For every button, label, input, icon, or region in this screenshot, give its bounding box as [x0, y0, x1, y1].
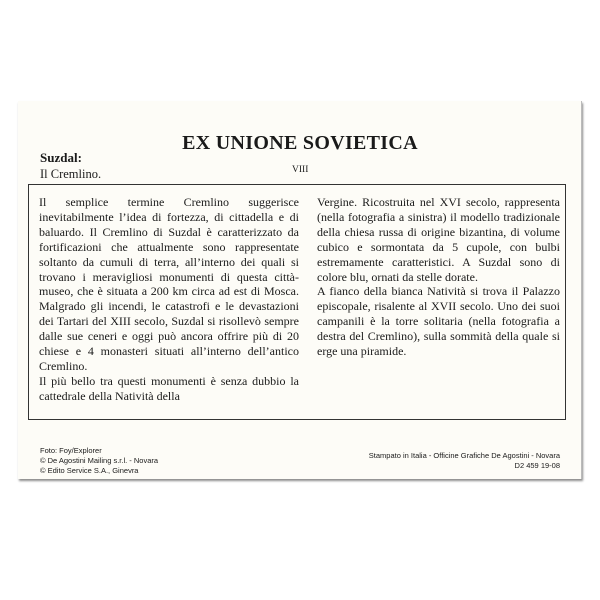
printer-info — [369, 451, 560, 471]
paragraph: Il semplice termine Cremlino suggerisce inevitabilmente l’idea di fortezza, di cittadella e di baluardo. Il Cremlino di Suzdal è caratterizzato da fortificazioni che attualmente sono rappresentate soltanto da cumuli di terra, all’interno dei quali si trovano i meravigliosi monumenti di questa città-museo, che è situata a 200 km circa ad est di Mosca. Malgrado gli incendi, le catastrofi e le devastazioni dei Tartari del XIII secolo, Suzdal si risollevò sempre dalle sue ceneri e oggi può ancora offrire più di 20 chiese e 4 monasteri situati all’interno dell’antico Cremlino. — [39, 195, 299, 373]
credit-line: Foto: Foy/Explorer — [40, 446, 102, 455]
credit-line: © De Agostini Mailing s.r.l. - Novara — [40, 456, 159, 465]
paragraph: Il più bello tra questi monumenti è senza dubbio la cattedrale della Natività della — [39, 373, 299, 403]
description-left-column — [39, 195, 299, 404]
printer-code: D2 459 19-08 — [514, 461, 560, 470]
paragraph: A fianco della bianca Natività si trova il Palazzo episcopale, risalente al XVII secolo. Uno dei suoi campanili è la torre solitaria (nella fotografia a destra del Cremlino), sulla sommità della quale si erge una piramide. — [317, 284, 560, 359]
description-right-column — [317, 195, 560, 359]
place-subheading: Il Cremlino. — [40, 167, 102, 181]
description-box — [28, 184, 566, 420]
card-number: VIII — [292, 165, 309, 175]
paragraph: Vergine. Ricostruita nel XVI secolo, rappresenta (nella fotografia a sinistra) il modello tradizionale della chiesa russa di origine bizantina, di volume cubico e sormontata da 5 cupole, con bulbi estremamente caratteristici. A Suzdal sono di colore blu, ornati da stelle dorate. — [317, 195, 560, 284]
photo-credits — [40, 446, 158, 476]
place-heading: Suzdal: — [40, 150, 82, 165]
card-title: EX UNIONE SOVIETICA — [182, 132, 418, 154]
printer-line: Stampato in Italia - Officine Grafiche De Agostini - Novara — [368, 451, 560, 460]
credit-line: © Edito Service S.A., Ginevra — [40, 466, 139, 475]
